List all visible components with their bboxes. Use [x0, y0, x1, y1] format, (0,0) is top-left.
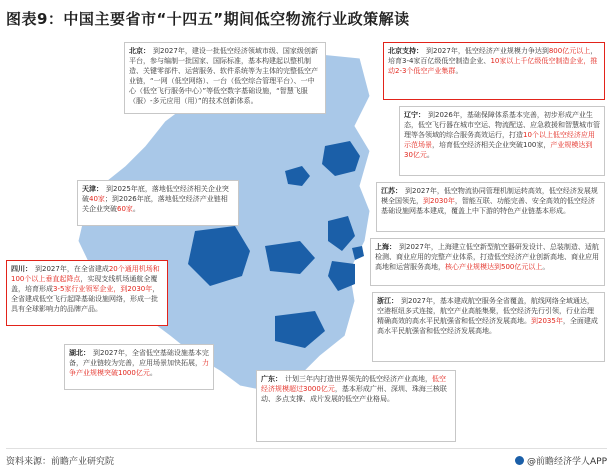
- zhejiang-callout: 浙江： 到2027年，基本建成航空服务全省覆盖，航线网络全域通达，空港枢纽多式连接，航空产业高能集聚，低空经济先行引领，行业治理精确高效的高水平民航强省和低空经济发展高地。到2035年，全面建成高水平民航强省和低空经济发展高地。: [372, 292, 605, 362]
- brand-logo-icon: [515, 456, 524, 465]
- chart-title: 图表9：中国主要省市“十四五”期间低空物流行业政策解读: [6, 10, 410, 28]
- guangdong-callout: 广东： 计划三年内打造世界领先的低空经济产业高地，低空经济规模超过3000亿元，基本形成广州、深圳、珠海三核联动、多点支撑、成片发展的低空产业格局。: [256, 370, 456, 442]
- brand-label: [515, 454, 607, 467]
- footer: [6, 452, 607, 468]
- brand-text: @前瞻经济学人APP: [526, 457, 607, 467]
- liaoning-callout: 辽宁： 到2026年，基础保障体系基本完善，初步形成产业生态，低空飞行器在城市空运、物流配送、应急救援和智慧城市管理等各领域的综合服务高效运行，打造10个以上低空经济应用示范场景，培育低空经济相关企业突破100家，产业规模达到30亿元。: [399, 106, 605, 176]
- hubei-callout: 湖北： 到2027年，全省低空基础设施基本完备，产业链较为完善，应用场景加快拓展，力争产业规模突破1000亿元。: [64, 344, 214, 390]
- beijing-support-callout: 北京支持： 到2027年，低空经济产业规模力争达到800亿元以上，培育3-4家百亿级低空制造企业、10家以上千亿级低空制造企业，推动2-3个低空产业集群。: [383, 42, 605, 100]
- tianjin-callout: 天津： 到2025年底，落地低空经济相关企业突破40家；到2026年底，落地低空经济产业链相关企业突破60家。: [77, 180, 239, 226]
- shanghai-callout: 上海： 到2027年，上海建立低空新型航空器研发设计、总装制造、适航检测、商业应用的完整产业体系，打造低空经济产业创新高地、商业应用高地和运营服务高地，核心产业规模达到500亿元以上。: [370, 238, 605, 286]
- footer-divider: [6, 448, 607, 449]
- sichuan-callout: 四川： 到2027年，在全省建成20个通用机场和100个以上垂直起降点，实现支线机场通航全覆盖，培育形成3-5家行业领军企业，到2030年，全省建成低空飞行起降基础设施网络，形成一批具有全球影响力的品牌产品。: [6, 260, 168, 326]
- jiangsu-callout: 江苏： 到2027年，低空物流协同管理机制运转高效，低空经济发展规模全国领先，到2030年，智能互联、功能完善、安全高效的低空经济基础设施网基本建成，覆盖上中下游的特色产业链基本形成。: [376, 182, 605, 232]
- source-label: 资料来源：前瞻产业研究院: [6, 457, 115, 467]
- beijing-callout: 北京： 到2027年，建设一批低空经济领域市级、国家级创新平台，参与编制一批国家、国际标准，基本构建起以整机制造、关键零部件、运营服务、软件系统等为主体的完整低空产业链，“一网（低空网络）、一台（低空综合管理平台）、一中心（低空飞行服务中心）”等低空数字基础设施，“智慧飞服（服）-多元应用（用）”的技术创新体系。: [124, 42, 326, 114]
